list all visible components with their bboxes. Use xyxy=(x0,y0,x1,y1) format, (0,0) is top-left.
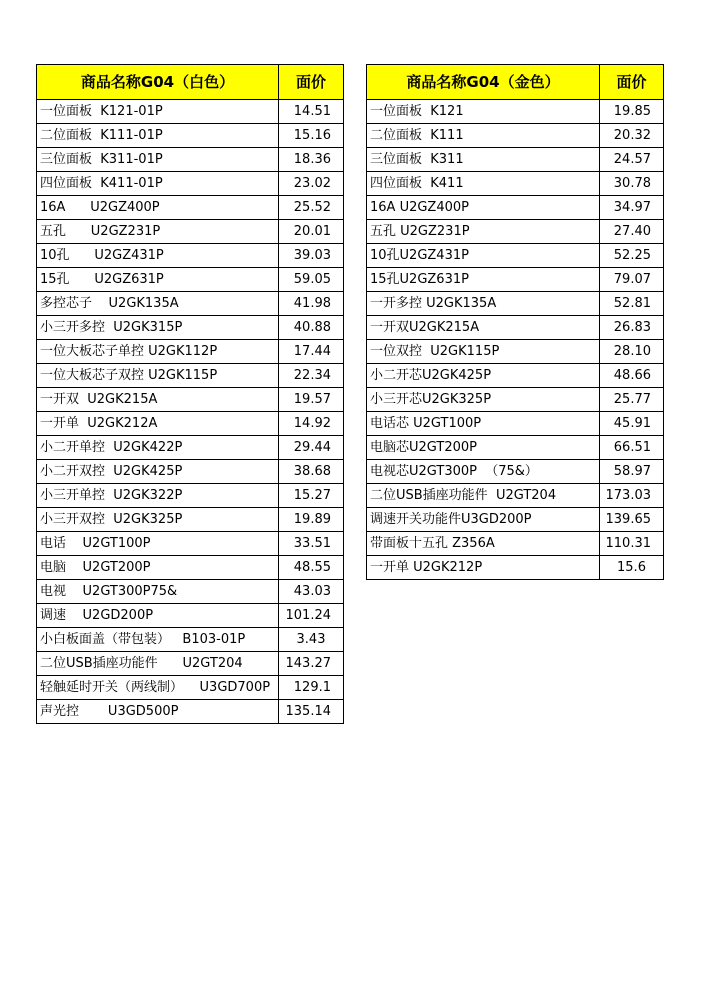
product-name-cell: 电脑 U2GT200P xyxy=(37,556,279,580)
table-row xyxy=(367,508,664,532)
price-cell: 25.77 xyxy=(600,388,664,412)
header-price: 面价 xyxy=(600,65,664,100)
price-cell: 129.1 xyxy=(279,676,344,700)
table-row xyxy=(367,268,664,292)
product-name-cell: 二位USB插座功能件 U2GT204 xyxy=(367,484,600,508)
price-cell: 48.66 xyxy=(600,364,664,388)
price-cell: 139.65 xyxy=(600,508,664,532)
table-row xyxy=(37,244,344,268)
table-row xyxy=(37,340,344,364)
table-row xyxy=(37,412,344,436)
product-name-cell: 二位面板 K111-01P xyxy=(37,124,279,148)
product-name-cell: 10孔 U2GZ431P xyxy=(37,244,279,268)
product-name-cell: 小三开单控 U2GK322P xyxy=(37,484,279,508)
product-name-cell: 二位USB插座功能件 U2GT204 xyxy=(37,652,279,676)
table-row xyxy=(37,316,344,340)
table-row xyxy=(37,556,344,580)
product-name-cell: 一位面板 K121 xyxy=(367,100,600,124)
price-cell: 52.81 xyxy=(600,292,664,316)
price-cell: 14.92 xyxy=(279,412,344,436)
product-name-cell: 电视 U2GT300P75& xyxy=(37,580,279,604)
product-name-cell: 一开双 U2GK215A xyxy=(37,388,279,412)
product-name-cell: 小白板面盖（带包装） B103-01P xyxy=(37,628,279,652)
table-row xyxy=(367,340,664,364)
table-row xyxy=(37,484,344,508)
table-row xyxy=(367,364,664,388)
price-cell: 27.40 xyxy=(600,220,664,244)
product-name-cell: 10孔U2GZ431P xyxy=(367,244,600,268)
price-cell: 45.91 xyxy=(600,412,664,436)
price-cell: 40.88 xyxy=(279,316,344,340)
price-cell: 19.89 xyxy=(279,508,344,532)
price-cell: 135.14 xyxy=(279,700,344,724)
product-name-cell: 一位双控 U2GK115P xyxy=(367,340,600,364)
product-name-cell: 16A U2GZ400P xyxy=(367,196,600,220)
table-row xyxy=(37,364,344,388)
table-row xyxy=(37,220,344,244)
table-row xyxy=(37,508,344,532)
price-cell: 19.57 xyxy=(279,388,344,412)
price-cell: 39.03 xyxy=(279,244,344,268)
table-row xyxy=(367,244,664,268)
table-row xyxy=(37,292,344,316)
price-cell: 23.02 xyxy=(279,172,344,196)
product-name-cell: 一位大板芯子单控 U2GK112P xyxy=(37,340,279,364)
table-row xyxy=(367,556,664,580)
price-cell: 24.57 xyxy=(600,148,664,172)
product-name-cell: 小三开芯U2GK325P xyxy=(367,388,600,412)
product-name-cell: 16A U2GZ400P xyxy=(37,196,279,220)
table-row xyxy=(37,652,344,676)
price-cell: 52.25 xyxy=(600,244,664,268)
product-name-cell: 五孔 U2GZ231P xyxy=(367,220,600,244)
table-row xyxy=(367,172,664,196)
price-cell: 18.36 xyxy=(279,148,344,172)
product-name-cell: 一位面板 K121-01P xyxy=(37,100,279,124)
price-cell: 19.85 xyxy=(600,100,664,124)
price-cell: 15.6 xyxy=(600,556,664,580)
price-cell: 28.10 xyxy=(600,340,664,364)
table-row xyxy=(37,388,344,412)
product-name-cell: 小二开芯U2GK425P xyxy=(367,364,600,388)
price-cell: 15.16 xyxy=(279,124,344,148)
header-product-name: 商品名称G04（白色） xyxy=(37,65,279,100)
product-name-cell: 电话 U2GT100P xyxy=(37,532,279,556)
table-row xyxy=(37,268,344,292)
product-name-cell: 15孔 U2GZ631P xyxy=(37,268,279,292)
product-name-cell: 多控芯子 U2GK135A xyxy=(37,292,279,316)
product-name-cell: 四位面板 K411 xyxy=(367,172,600,196)
product-name-cell: 一位大板芯子双控 U2GK115P xyxy=(37,364,279,388)
product-name-cell: 小二开双控 U2GK425P xyxy=(37,460,279,484)
product-name-cell: 带面板十五孔 Z356A xyxy=(367,532,600,556)
table-row xyxy=(37,700,344,724)
product-name-cell: 一开多控 U2GK135A xyxy=(367,292,600,316)
product-name-cell: 小二开单控 U2GK422P xyxy=(37,436,279,460)
table-row xyxy=(37,460,344,484)
price-cell: 20.01 xyxy=(279,220,344,244)
table-row xyxy=(37,532,344,556)
product-name-cell: 电视芯U2GT300P （75&） xyxy=(367,460,600,484)
table-row xyxy=(367,292,664,316)
price-cell: 41.98 xyxy=(279,292,344,316)
price-cell: 33.51 xyxy=(279,532,344,556)
price-cell: 29.44 xyxy=(279,436,344,460)
table-row xyxy=(367,460,664,484)
price-cell: 58.97 xyxy=(600,460,664,484)
product-name-cell: 小三开多控 U2GK315P xyxy=(37,316,279,340)
table-row xyxy=(367,436,664,460)
product-name-cell: 一开双U2GK215A xyxy=(367,316,600,340)
table-row xyxy=(37,148,344,172)
price-cell: 43.03 xyxy=(279,580,344,604)
table-row xyxy=(37,196,344,220)
table-row xyxy=(37,172,344,196)
table-row xyxy=(37,580,344,604)
price-cell: 79.07 xyxy=(600,268,664,292)
table-row xyxy=(367,148,664,172)
price-cell: 59.05 xyxy=(279,268,344,292)
table-row xyxy=(37,676,344,700)
table-row xyxy=(367,532,664,556)
price-cell: 17.44 xyxy=(279,340,344,364)
price-cell: 25.52 xyxy=(279,196,344,220)
table-row xyxy=(37,100,344,124)
table-row xyxy=(37,628,344,652)
product-name-cell: 电脑芯U2GT200P xyxy=(367,436,600,460)
product-name-cell: 四位面板 K411-01P xyxy=(37,172,279,196)
price-cell: 26.83 xyxy=(600,316,664,340)
price-cell: 22.34 xyxy=(279,364,344,388)
product-name-cell: 三位面板 K311-01P xyxy=(37,148,279,172)
price-cell: 48.55 xyxy=(279,556,344,580)
product-name-cell: 调速 U2GD200P xyxy=(37,604,279,628)
table-row xyxy=(367,412,664,436)
white-price-table xyxy=(36,64,344,724)
table-row xyxy=(367,316,664,340)
price-cell: 30.78 xyxy=(600,172,664,196)
product-name-cell: 声光控 U3GD500P xyxy=(37,700,279,724)
product-name-cell: 轻触延时开关（两线制） U3GD700P xyxy=(37,676,279,700)
table-row xyxy=(367,124,664,148)
table-row xyxy=(37,604,344,628)
product-name-cell: 一开单 U2GK212A xyxy=(37,412,279,436)
table-row xyxy=(367,100,664,124)
product-name-cell: 调速开关功能件U3GD200P xyxy=(367,508,600,532)
price-cell: 34.97 xyxy=(600,196,664,220)
table-row xyxy=(367,388,664,412)
product-name-cell: 一开单 U2GK212P xyxy=(367,556,600,580)
price-cell: 38.68 xyxy=(279,460,344,484)
header-row xyxy=(37,65,344,100)
table-row xyxy=(367,220,664,244)
header-price: 面价 xyxy=(279,65,344,100)
product-name-cell: 三位面板 K311 xyxy=(367,148,600,172)
table-row xyxy=(37,124,344,148)
product-name-cell: 五孔 U2GZ231P xyxy=(37,220,279,244)
price-cell: 14.51 xyxy=(279,100,344,124)
header-product-name: 商品名称G04（金色） xyxy=(367,65,600,100)
price-cell: 66.51 xyxy=(600,436,664,460)
price-cell: 20.32 xyxy=(600,124,664,148)
header-row xyxy=(367,65,664,100)
price-cell: 101.24 xyxy=(279,604,344,628)
product-name-cell: 二位面板 K111 xyxy=(367,124,600,148)
price-cell: 143.27 xyxy=(279,652,344,676)
product-name-cell: 小三开双控 U2GK325P xyxy=(37,508,279,532)
product-name-cell: 电话芯 U2GT100P xyxy=(367,412,600,436)
price-cell: 15.27 xyxy=(279,484,344,508)
product-name-cell: 15孔U2GZ631P xyxy=(367,268,600,292)
price-cell: 110.31 xyxy=(600,532,664,556)
gold-price-table xyxy=(366,64,664,580)
price-cell: 173.03 xyxy=(600,484,664,508)
price-cell: 3.43 xyxy=(279,628,344,652)
table-row xyxy=(367,484,664,508)
table-row xyxy=(367,196,664,220)
table-row xyxy=(37,436,344,460)
